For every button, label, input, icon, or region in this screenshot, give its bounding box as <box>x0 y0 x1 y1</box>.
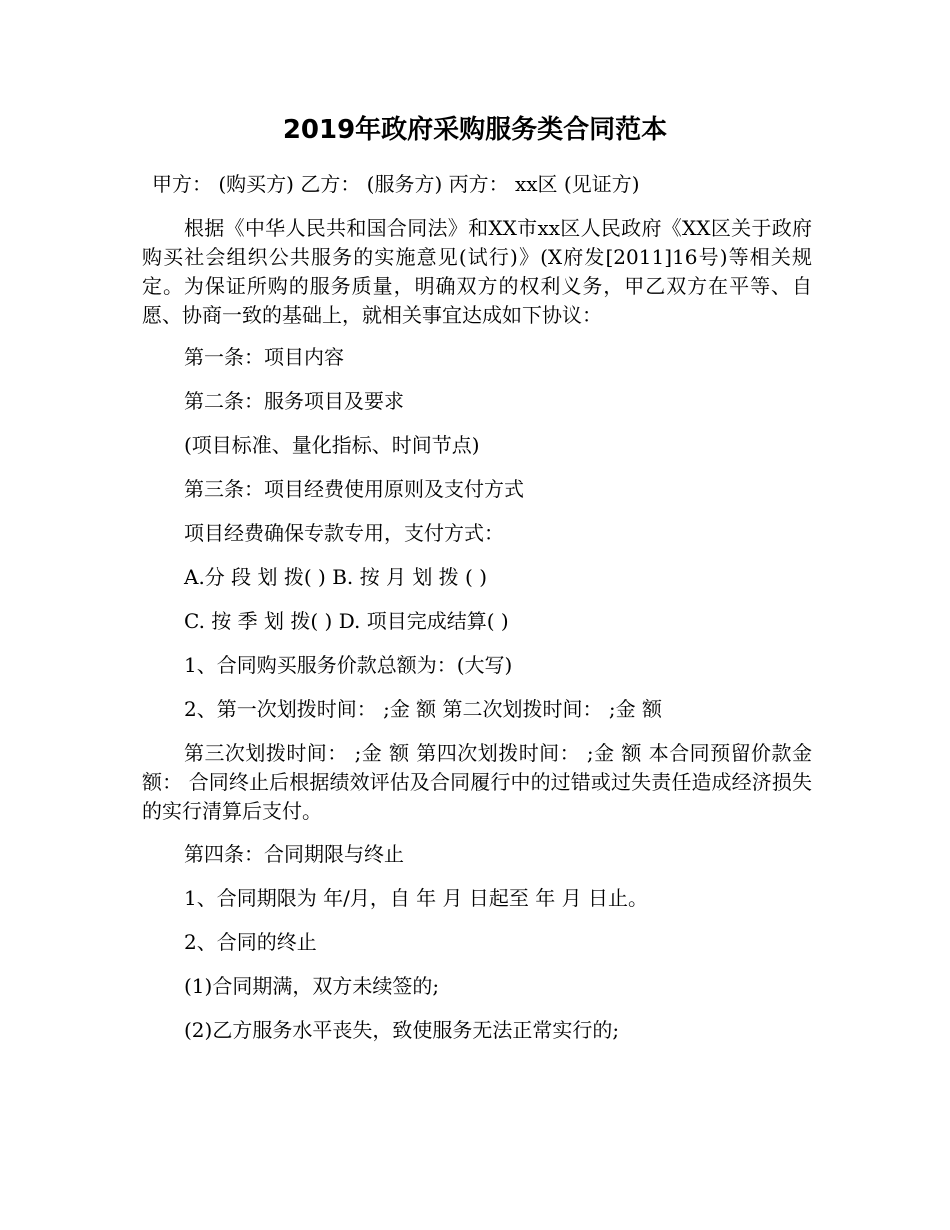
article-4-item-2: 2、合同的终止 <box>184 930 317 954</box>
article-4-sub-2: (2)乙方服务水平丧失，致使服务无法正常实行的; <box>184 1018 620 1042</box>
payment-options-cd: C. 按 季 划 拨( ) D. 项目完成结算( ) <box>184 609 509 633</box>
article-4-sub-1: (1)合同期满，双方未续签的; <box>184 974 440 998</box>
article-3-item-3: 第三次划拨时间： ;金 额 第四次划拨时间： ;金 额 本合同预留价款金额： 合同终止后根据绩效评估及合同履行中的过错或过失责任造成经济损失的实行清算后支付。 <box>142 741 812 823</box>
article-4-item-1: 1、合同期限为 年/月，自 年 月 日起至 年 月 日止。 <box>184 886 648 910</box>
article-1-heading: 第一条：项目内容 <box>184 345 344 369</box>
document-title: 2019年政府采购服务类合同范本 <box>282 115 668 145</box>
article-3-item-2: 2、第一次划拨时间： ;金 额 第二次划拨时间： ;金 额 <box>184 697 662 721</box>
article-3-intro: 项目经费确保专款专用，支付方式： <box>184 521 504 545</box>
parties-line: 甲方： (购买方) 乙方： (服务方) 丙方： xx区 (见证方) <box>152 172 640 196</box>
article-3-heading: 第三条：项目经费使用原则及支付方式 <box>184 477 524 501</box>
article-3-item-1: 1、合同购买服务价款总额为：(大写) <box>184 653 513 677</box>
preamble-paragraph: 根据《中华人民共和国合同法》和XX市xx区人民政府《XX区关于政府购买社会组织公共服务的实施意见(试行)》(X府发[2011]16号)等相关规定。为保证所购的服务质量，明确双方的权利义务，甲乙双方在平等、自愿、协商一致的基础上，就相关事宜达成如下协议： <box>142 216 812 327</box>
payment-options-ab: A.分 段 划 拨( ) B. 按 月 划 拨 ( ) <box>184 565 487 589</box>
article-4-heading: 第四条：合同期限与终止 <box>184 842 404 866</box>
article-2-note: (项目标准、量化指标、时间节点) <box>184 433 480 457</box>
article-2-heading: 第二条：服务项目及要求 <box>184 389 404 413</box>
